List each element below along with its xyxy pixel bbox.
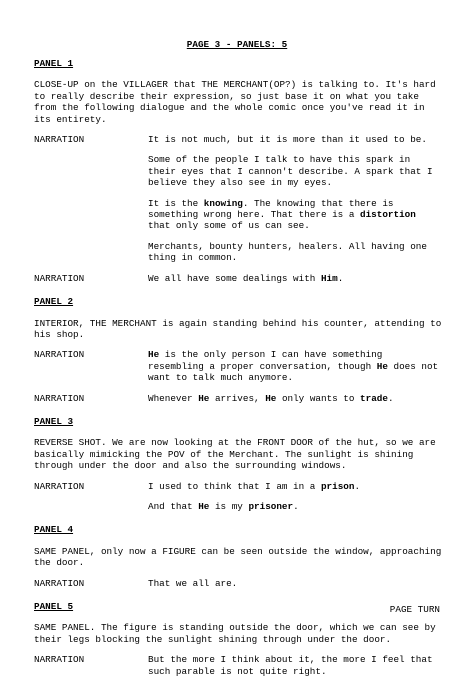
- dialogue-line: [148, 349, 442, 383]
- text-run: .: [293, 500, 299, 512]
- dialogue-lines: [148, 654, 442, 677]
- text-run: That we all are.: [148, 577, 238, 589]
- bold-text: distortion: [360, 209, 416, 221]
- dialogue-block: [34, 393, 442, 404]
- dialogue-line: [148, 241, 442, 264]
- panels-container: [34, 58, 442, 677]
- bold-text: He: [198, 500, 210, 512]
- dialogue-line: [148, 654, 442, 677]
- dialogue-line: [148, 393, 442, 404]
- dialogue-lines: [148, 134, 442, 264]
- panel-action: SAME PANEL. The figure is standing outside the door, which we can see by their legs blocking the sunlight shining through under the door.: [34, 622, 436, 645]
- bold-text: knowing: [203, 197, 243, 209]
- page-title: PAGE 3 - PANELS: 5: [186, 39, 288, 50]
- page-turn-label: PAGE TURN: [389, 604, 440, 615]
- text-run: . The knowing that there is something wrong here. That there is a: [148, 197, 394, 221]
- dialogue-speaker: NARRATION: [34, 272, 85, 284]
- dialogue-line: [148, 198, 442, 232]
- dialogue-line: [148, 154, 442, 188]
- text-run: We all have some dealings with: [148, 272, 321, 284]
- panel-heading: PANEL 1: [34, 58, 74, 69]
- dialogue-block: [34, 654, 442, 677]
- text-run: .: [387, 392, 394, 404]
- panel-action: REVERSE SHOT. We are now looking at the FRONT DOOR of the hut, so we are basically mimicking the POV of the Merchant. The sunlight is shining through under the door and also the surrounding windows.: [34, 437, 436, 472]
- dialogue-speaker: NARRATION: [34, 577, 85, 589]
- panel-5: [34, 601, 442, 677]
- dialogue-speaker: NARRATION: [34, 654, 85, 666]
- text-run: that only some of us can see.: [148, 220, 310, 232]
- bold-text: He: [265, 392, 277, 404]
- panel-heading: PANEL 3: [34, 415, 74, 427]
- dialogue-speaker: NARRATION: [34, 480, 85, 492]
- dialogue-block: [34, 349, 442, 383]
- text-run: I used to think that I am in a: [148, 480, 321, 492]
- dialogue-lines: [148, 393, 442, 404]
- dialogue-block: [34, 481, 442, 513]
- dialogue-lines: [148, 349, 442, 383]
- text-run: does not want to talk much anymore.: [148, 360, 439, 384]
- text-run: It is not much, but it is more than it used to be.: [148, 134, 427, 146]
- panel-action: SAME PANEL, only now a FIGURE can be seen outside the window, approaching the door.: [34, 545, 442, 569]
- text-run: .: [337, 272, 344, 284]
- panel-3: [34, 416, 442, 512]
- dialogue-lines: [148, 273, 442, 284]
- panel-1: [34, 58, 442, 284]
- dialogue-block: [34, 273, 442, 284]
- text-run: And that: [148, 500, 199, 512]
- panel-2: [34, 296, 442, 404]
- dialogue-line: [148, 134, 442, 145]
- dialogue-block: [34, 134, 442, 264]
- bold-text: Him: [320, 272, 338, 284]
- dialogue-speaker: NARRATION: [34, 392, 85, 404]
- panel-4: [34, 524, 442, 589]
- dialogue-lines: [148, 578, 442, 589]
- text-run: Whenever: [148, 392, 199, 404]
- dialogue-line: [148, 578, 442, 589]
- text-run: only wants to: [276, 392, 361, 404]
- panel-heading: PANEL 4: [34, 524, 74, 536]
- text-run: is my: [209, 500, 249, 512]
- text-run: Some of the people I talk to have this spark in their eyes that I cannon't describe. A spark that I believe they also see in my eyes.: [148, 154, 433, 189]
- bold-text: prisoner: [248, 500, 294, 512]
- panel-heading: PANEL 2: [34, 296, 74, 308]
- dialogue-block: [34, 578, 442, 589]
- panel-action: INTERIOR, THE MERCHANT is again standing behind his counter, attending to his shop.: [34, 317, 442, 340]
- panel-action: CLOSE-UP on the VILLAGER that THE MERCHANT(OP?) is talking to. It's hard to really describe their expression, so just base it on what you take from the following dialogue and the whole comic once you've read it in its entirety.: [34, 79, 436, 125]
- text-run: .: [354, 480, 361, 492]
- bold-text: He: [198, 392, 210, 404]
- dialogue-line: [148, 273, 442, 284]
- dialogue-line: [148, 481, 442, 492]
- dialogue-line: [148, 501, 442, 512]
- bold-text: trade: [360, 392, 388, 404]
- text-run: But the more I think about it, the more I feel that such parable is not quite right.: [148, 654, 433, 677]
- text-run: is the only person I can have something resembling a proper conversation, though: [148, 349, 383, 372]
- bold-text: He: [376, 360, 388, 372]
- dialogue-speaker: NARRATION: [34, 349, 85, 361]
- panel-heading: PANEL 5: [34, 601, 74, 612]
- bold-text: prison: [320, 480, 355, 492]
- dialogue-speaker: NARRATION: [34, 134, 85, 146]
- text-run: Merchants, bounty hunters, healers. All having one thing in common.: [148, 240, 427, 264]
- text-run: It is the: [148, 197, 204, 209]
- dialogue-lines: [148, 481, 442, 513]
- bold-text: He: [148, 349, 160, 361]
- text-run: arrives,: [209, 392, 266, 404]
